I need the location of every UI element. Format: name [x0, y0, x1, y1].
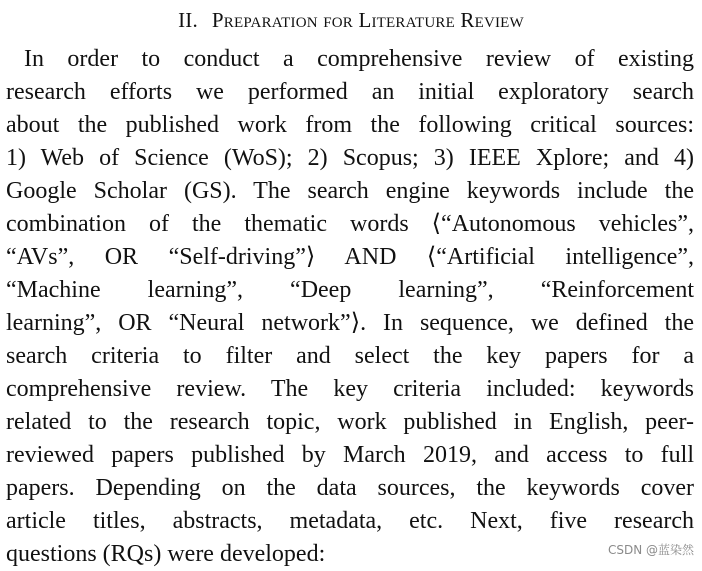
paragraph-line: combination of the thematic words ⟨“Autonomous vehicles”,: [6, 211, 694, 237]
paragraph-line: “AVs”, OR “Self-driving”⟩ AND ⟨“Artificial intelligence”,: [6, 244, 694, 270]
paragraph-line: article titles, abstracts, metadata, etc. Next, five research: [6, 508, 694, 534]
paragraph-line: search criteria to filter and select the key papers for a: [6, 343, 694, 369]
section-title: Preparation for Literature Review: [211, 8, 524, 32]
paragraph-line: research efforts we performed an initial exploratory search: [6, 79, 694, 105]
watermark: CSDN @蓝染然: [607, 543, 694, 557]
section-heading: [0, 6, 702, 34]
paragraph-line: comprehensive review. The key criteria included: keywords: [6, 376, 694, 402]
paragraph-line: about the published work from the following critical sources:: [6, 112, 694, 138]
paragraph-line: 1) Web of Science (WoS); 2) Scopus; 3) IEEE Xplore; and 4): [6, 145, 694, 171]
paragraph-line: reviewed papers published by March 2019, and access to full: [6, 442, 694, 468]
body-paragraph: [6, 43, 694, 571]
paragraph-line: learning”, OR “Neural network”⟩. In sequence, we defined the: [6, 310, 694, 336]
paragraph-line: Google Scholar (GS). The search engine keywords include the: [6, 178, 694, 204]
paragraph-line: questions (RQs) were developed:: [6, 541, 326, 567]
paragraph-line: In order to conduct a comprehensive review of existing: [24, 46, 694, 72]
paragraph-line: “Machine learning”, “Deep learning”, “Reinforcement: [6, 277, 694, 303]
paragraph-line: related to the research topic, work published in English, peer-: [6, 409, 694, 435]
section-number: II.: [178, 8, 198, 32]
paragraph-line: papers. Depending on the data sources, the keywords cover: [6, 475, 694, 501]
